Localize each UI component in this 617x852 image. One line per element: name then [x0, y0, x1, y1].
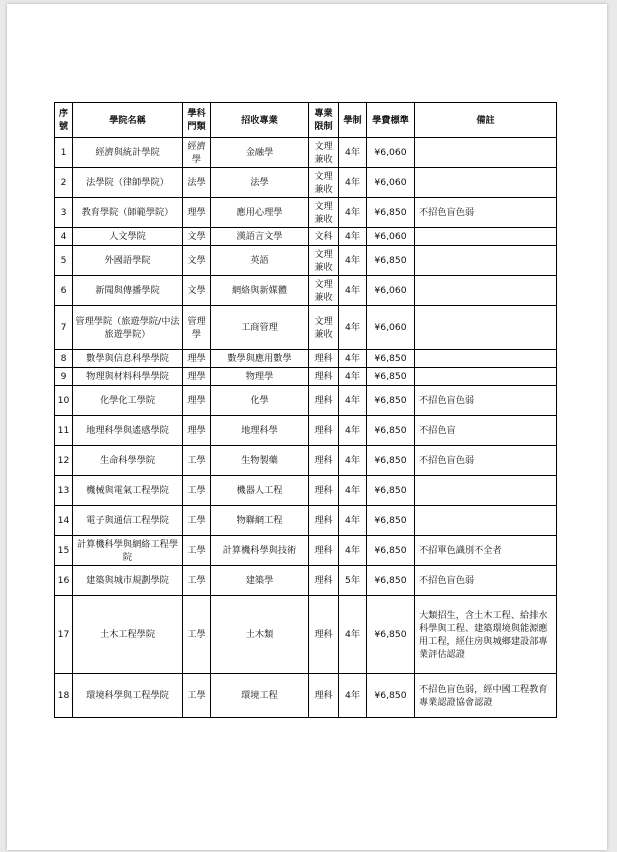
- cell-discipline: 文學: [183, 246, 211, 276]
- cell-limit: 理科: [309, 566, 339, 596]
- table-row: [55, 476, 557, 506]
- cell-duration: 4年: [339, 350, 367, 368]
- cell-duration: 4年: [339, 674, 367, 718]
- table-row: [55, 306, 557, 350]
- cell-note: 不招單色識別不全者: [415, 536, 557, 566]
- cell-note: [415, 506, 557, 536]
- cell-major: 機器人工程: [211, 476, 309, 506]
- cell-college: 教育學院（師範學院）: [73, 198, 183, 228]
- table-header-row: [55, 103, 557, 138]
- cell-college: 電子與通信工程學院: [73, 506, 183, 536]
- cell-fee: ¥6,060: [367, 168, 415, 198]
- cell-duration: 4年: [339, 416, 367, 446]
- cell-no: 12: [55, 446, 73, 476]
- cell-duration: 4年: [339, 446, 367, 476]
- cell-duration: 4年: [339, 198, 367, 228]
- cell-major: 建築學: [211, 566, 309, 596]
- cell-limit: 文理兼收: [309, 276, 339, 306]
- cell-limit: 文理兼收: [309, 198, 339, 228]
- cell-college: 機械與電氣工程學院: [73, 476, 183, 506]
- cell-major: 英語: [211, 246, 309, 276]
- cell-limit: 理科: [309, 446, 339, 476]
- cell-limit: 文科: [309, 228, 339, 246]
- cell-college: 地理科學與遙感學院: [73, 416, 183, 446]
- header-cell-duration: 學制: [339, 103, 367, 138]
- cell-limit: 文理兼收: [309, 138, 339, 168]
- cell-major: 金融學: [211, 138, 309, 168]
- cell-note: 大類招生，含土木工程、給排水科學與工程、建築環境與能源應用工程，經住房與城鄉建設部專業評估認證: [415, 596, 557, 674]
- cell-college: 土木工程學院: [73, 596, 183, 674]
- cell-discipline: 工學: [183, 446, 211, 476]
- table-row: [55, 350, 557, 368]
- cell-major: 物聯網工程: [211, 506, 309, 536]
- cell-major: 漢語言文學: [211, 228, 309, 246]
- cell-college: 數學與信息科學學院: [73, 350, 183, 368]
- cell-no: 5: [55, 246, 73, 276]
- cell-fee: ¥6,850: [367, 536, 415, 566]
- cell-no: 3: [55, 198, 73, 228]
- cell-discipline: 理學: [183, 350, 211, 368]
- table-row: [55, 506, 557, 536]
- cell-no: 13: [55, 476, 73, 506]
- cell-note: 不招色盲: [415, 416, 557, 446]
- cell-discipline: 工學: [183, 506, 211, 536]
- cell-duration: 4年: [339, 306, 367, 350]
- cell-fee: ¥6,060: [367, 138, 415, 168]
- cell-college: 外國語學院: [73, 246, 183, 276]
- cell-major: 土木類: [211, 596, 309, 674]
- cell-no: 17: [55, 596, 73, 674]
- cell-no: 16: [55, 566, 73, 596]
- cell-limit: 理科: [309, 536, 339, 566]
- cell-major: 地理科學: [211, 416, 309, 446]
- cell-major: 化學: [211, 386, 309, 416]
- cell-fee: ¥6,850: [367, 198, 415, 228]
- cell-fee: ¥6,850: [367, 506, 415, 536]
- cell-limit: 理科: [309, 506, 339, 536]
- cell-duration: 4年: [339, 228, 367, 246]
- cell-discipline: 工學: [183, 566, 211, 596]
- cell-no: 11: [55, 416, 73, 446]
- table-row: [55, 198, 557, 228]
- cell-fee: ¥6,850: [367, 596, 415, 674]
- cell-major: 工商管理: [211, 306, 309, 350]
- cell-discipline: 文學: [183, 276, 211, 306]
- cell-note: 不招色盲色弱，經中國工程教育專業認證協會認證: [415, 674, 557, 718]
- cell-fee: ¥6,850: [367, 566, 415, 596]
- cell-discipline: 工學: [183, 536, 211, 566]
- cell-duration: 4年: [339, 368, 367, 386]
- header-cell-note: 備註: [415, 103, 557, 138]
- cell-note: [415, 138, 557, 168]
- cell-college: 物理與材料科學學院: [73, 368, 183, 386]
- table-row: [55, 246, 557, 276]
- cell-college: 法學院（律師學院）: [73, 168, 183, 198]
- table-row: [55, 168, 557, 198]
- cell-no: 4: [55, 228, 73, 246]
- cell-college: 計算機科學與網絡工程學院: [73, 536, 183, 566]
- cell-fee: ¥6,850: [367, 674, 415, 718]
- cell-college: 人文學院: [73, 228, 183, 246]
- cell-no: 6: [55, 276, 73, 306]
- cell-major: 網絡與新媒體: [211, 276, 309, 306]
- cell-discipline: 文學: [183, 228, 211, 246]
- header-cell-no: 序號: [55, 103, 73, 138]
- cell-duration: 4年: [339, 536, 367, 566]
- cell-limit: 理科: [309, 674, 339, 718]
- cell-no: 8: [55, 350, 73, 368]
- cell-no: 7: [55, 306, 73, 350]
- cell-college: 生命科學學院: [73, 446, 183, 476]
- table-row: [55, 276, 557, 306]
- cell-limit: 文理兼收: [309, 306, 339, 350]
- cell-discipline: 工學: [183, 476, 211, 506]
- cell-no: 10: [55, 386, 73, 416]
- cell-major: 環境工程: [211, 674, 309, 718]
- cell-limit: 文理兼收: [309, 168, 339, 198]
- cell-fee: ¥6,850: [367, 246, 415, 276]
- cell-fee: ¥6,850: [367, 446, 415, 476]
- table-row: [55, 536, 557, 566]
- cell-duration: 4年: [339, 476, 367, 506]
- cell-limit: 理科: [309, 386, 339, 416]
- cell-duration: 4年: [339, 246, 367, 276]
- cell-fee: ¥6,060: [367, 276, 415, 306]
- cell-college: 經濟與統計學院: [73, 138, 183, 168]
- cell-duration: 4年: [339, 168, 367, 198]
- cell-discipline: 理學: [183, 198, 211, 228]
- cell-note: [415, 168, 557, 198]
- header-cell-discipline: 學科門類: [183, 103, 211, 138]
- cell-limit: 理科: [309, 368, 339, 386]
- cell-college: 新聞與傳播學院: [73, 276, 183, 306]
- cell-limit: 理科: [309, 416, 339, 446]
- cell-no: 9: [55, 368, 73, 386]
- cell-major: 數學與應用數學: [211, 350, 309, 368]
- cell-discipline: 工學: [183, 674, 211, 718]
- admissions-table: [54, 102, 557, 718]
- cell-college: 建築與城市規劃學院: [73, 566, 183, 596]
- cell-fee: ¥6,850: [367, 476, 415, 506]
- cell-major: 生物製藥: [211, 446, 309, 476]
- cell-note: [415, 368, 557, 386]
- cell-fee: ¥6,850: [367, 350, 415, 368]
- cell-note: 不招色盲色弱: [415, 386, 557, 416]
- table-row: [55, 566, 557, 596]
- table-row: [55, 446, 557, 476]
- cell-no: 2: [55, 168, 73, 198]
- table-row: [55, 228, 557, 246]
- cell-limit: 理科: [309, 476, 339, 506]
- cell-college: 環境科學與工程學院: [73, 674, 183, 718]
- cell-no: 1: [55, 138, 73, 168]
- cell-discipline: 理學: [183, 368, 211, 386]
- cell-fee: ¥6,060: [367, 228, 415, 246]
- header-cell-major: 招收專業: [211, 103, 309, 138]
- cell-discipline: 管理學: [183, 306, 211, 350]
- cell-duration: 4年: [339, 596, 367, 674]
- cell-note: [415, 476, 557, 506]
- cell-note: [415, 306, 557, 350]
- cell-fee: ¥6,060: [367, 306, 415, 350]
- document-page: [7, 4, 607, 850]
- cell-limit: 文理兼收: [309, 246, 339, 276]
- cell-major: 法學: [211, 168, 309, 198]
- cell-discipline: 經濟學: [183, 138, 211, 168]
- header-cell-college: 學院名稱: [73, 103, 183, 138]
- cell-fee: ¥6,850: [367, 416, 415, 446]
- cell-no: 14: [55, 506, 73, 536]
- cell-no: 18: [55, 674, 73, 718]
- table-row: [55, 138, 557, 168]
- cell-fee: ¥6,850: [367, 386, 415, 416]
- table-row: [55, 416, 557, 446]
- cell-limit: 理科: [309, 596, 339, 674]
- cell-duration: 4年: [339, 506, 367, 536]
- cell-college: 化學化工學院: [73, 386, 183, 416]
- cell-discipline: 理學: [183, 386, 211, 416]
- cell-note: [415, 228, 557, 246]
- cell-major: 應用心理學: [211, 198, 309, 228]
- cell-discipline: 工學: [183, 596, 211, 674]
- table-row: [55, 674, 557, 718]
- cell-no: 15: [55, 536, 73, 566]
- cell-college: 管理學院（旅遊學院/中法旅遊學院）: [73, 306, 183, 350]
- header-cell-fee: 學費標準: [367, 103, 415, 138]
- cell-duration: 4年: [339, 386, 367, 416]
- cell-note: 不招色盲色弱: [415, 198, 557, 228]
- cell-major: 物理學: [211, 368, 309, 386]
- table-row: [55, 596, 557, 674]
- header-cell-limit: 專業限制: [309, 103, 339, 138]
- cell-discipline: 法學: [183, 168, 211, 198]
- cell-discipline: 理學: [183, 416, 211, 446]
- cell-note: [415, 350, 557, 368]
- cell-note: 不招色盲色弱: [415, 446, 557, 476]
- table-row: [55, 386, 557, 416]
- cell-major: 計算機科學與技術: [211, 536, 309, 566]
- cell-duration: 4年: [339, 276, 367, 306]
- cell-limit: 理科: [309, 350, 339, 368]
- table-row: [55, 368, 557, 386]
- cell-note: 不招色盲色弱: [415, 566, 557, 596]
- cell-note: [415, 276, 557, 306]
- cell-fee: ¥6,850: [367, 368, 415, 386]
- cell-duration: 5年: [339, 566, 367, 596]
- cell-note: [415, 246, 557, 276]
- cell-duration: 4年: [339, 138, 367, 168]
